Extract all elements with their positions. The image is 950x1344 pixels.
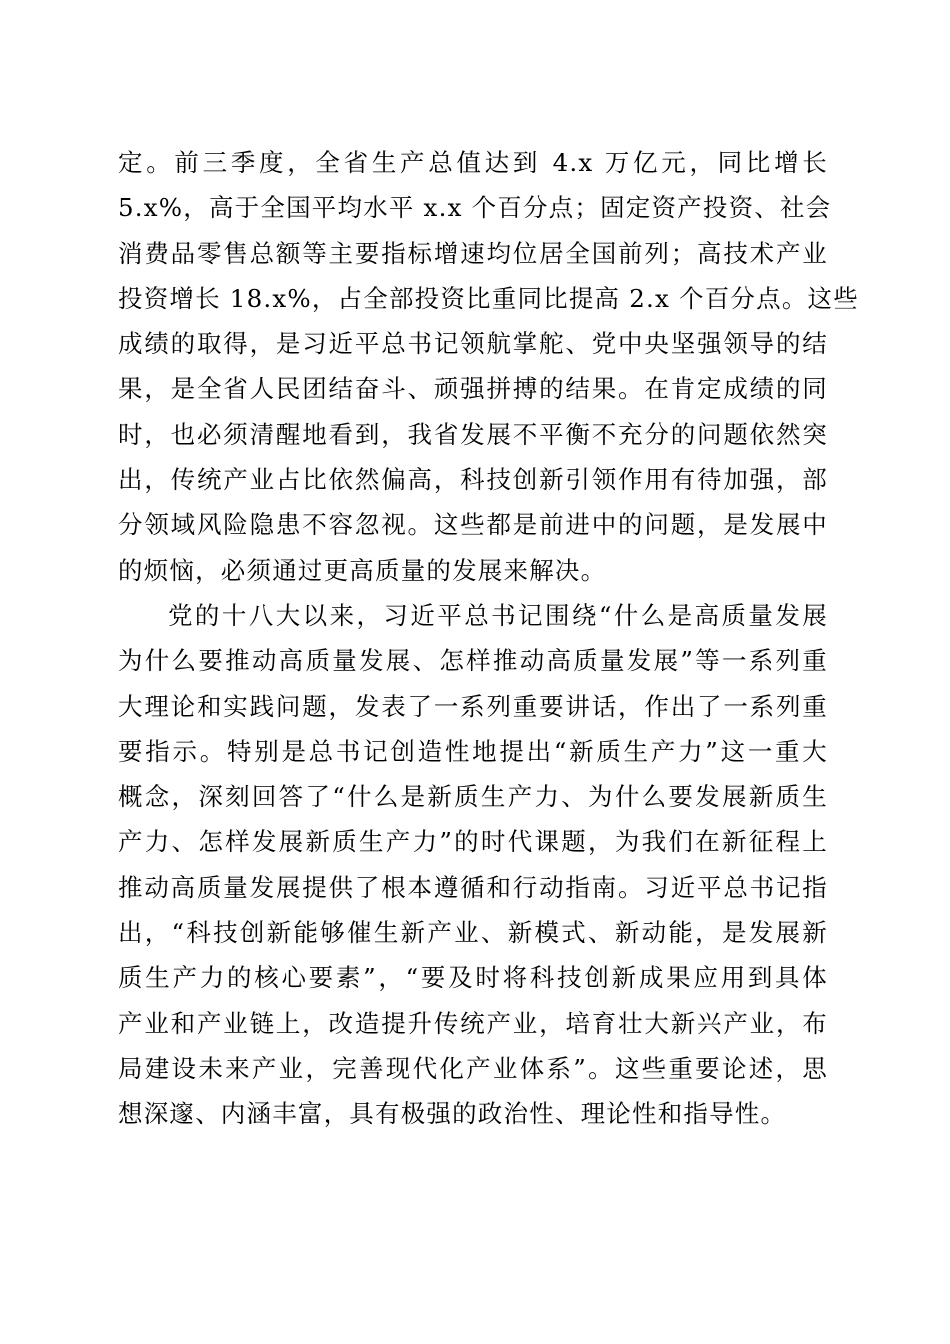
text-line: 5.x%，高于全国平均水平 x.x 个百分点；固定资产投资、社会	[118, 193, 832, 223]
text-line: 概念，深刻回答了“什么是新质生产力、为什么要发展新质生	[118, 782, 828, 812]
text-line: 质生产力的核心要素”，“要及时将科技创新成果应用到具体	[118, 963, 828, 993]
text-line: 的烦恼，必须通过更高质量的发展来解决。	[118, 555, 607, 585]
text-line: 消费品零售总额等主要指标增速均位居全国前列；高技术产业	[118, 238, 828, 268]
text-line: 分领域风险隐患不容忽视。这些都是前进中的问题，是发展中	[118, 510, 828, 540]
document-body	[118, 140, 859, 1137]
text-line: 投资增长 18.x%，占全部投资比重同比提高 2.x 个百分点。这些	[118, 283, 859, 313]
text-line: 党的十八大以来，习近平总书记围绕“什么是高质量发展	[168, 600, 828, 630]
text-line: 出，传统产业占比依然偏高，科技创新引领作用有待加强，部	[118, 465, 828, 495]
text-line: 推动高质量发展提供了根本遵循和行动指南。习近平总书记指	[118, 872, 828, 902]
text-line: 定。前三季度，全省生产总值达到 4.x 万亿元，同比增长	[118, 148, 828, 177]
text-line: 产业和产业链上，改造提升传统产业，培育壮大新兴产业，布	[118, 1008, 828, 1038]
text-line: 成绩的取得，是习近平总书记领航掌舵、党中央坚强领导的结	[118, 329, 828, 359]
text-line: 时，也必须清醒地看到，我省发展不平衡不充分的问题依然突	[118, 419, 828, 449]
text-line: 产力、怎样发展新质生产力”的时代课题，为我们在新征程上	[118, 827, 828, 857]
paragraph-2	[118, 593, 828, 1137]
text-line: 出，“科技创新能够催生新产业、新模式、新动能，是发展新	[118, 918, 828, 948]
text-line: 要指示。特别是总书记创造性地提出“新质生产力”这一重大	[118, 736, 828, 766]
text-line: 大理论和实践问题，发表了一系列重要讲话，作出了一系列重	[118, 691, 828, 721]
text-line: 果，是全省人民团结奋斗、顽强拼搏的结果。在肯定成绩的同	[118, 374, 828, 404]
text-line: 想深邃、内涵丰富，具有极强的政治性、理论性和指导性。	[118, 1099, 787, 1129]
text-line: 局建设未来产业，完善现代化产业体系”。这些重要论述，思	[118, 1053, 828, 1083]
text-line: 为什么要推动高质量发展、怎样推动高质量发展”等一系列重	[118, 646, 828, 676]
paragraph-1	[118, 140, 859, 593]
